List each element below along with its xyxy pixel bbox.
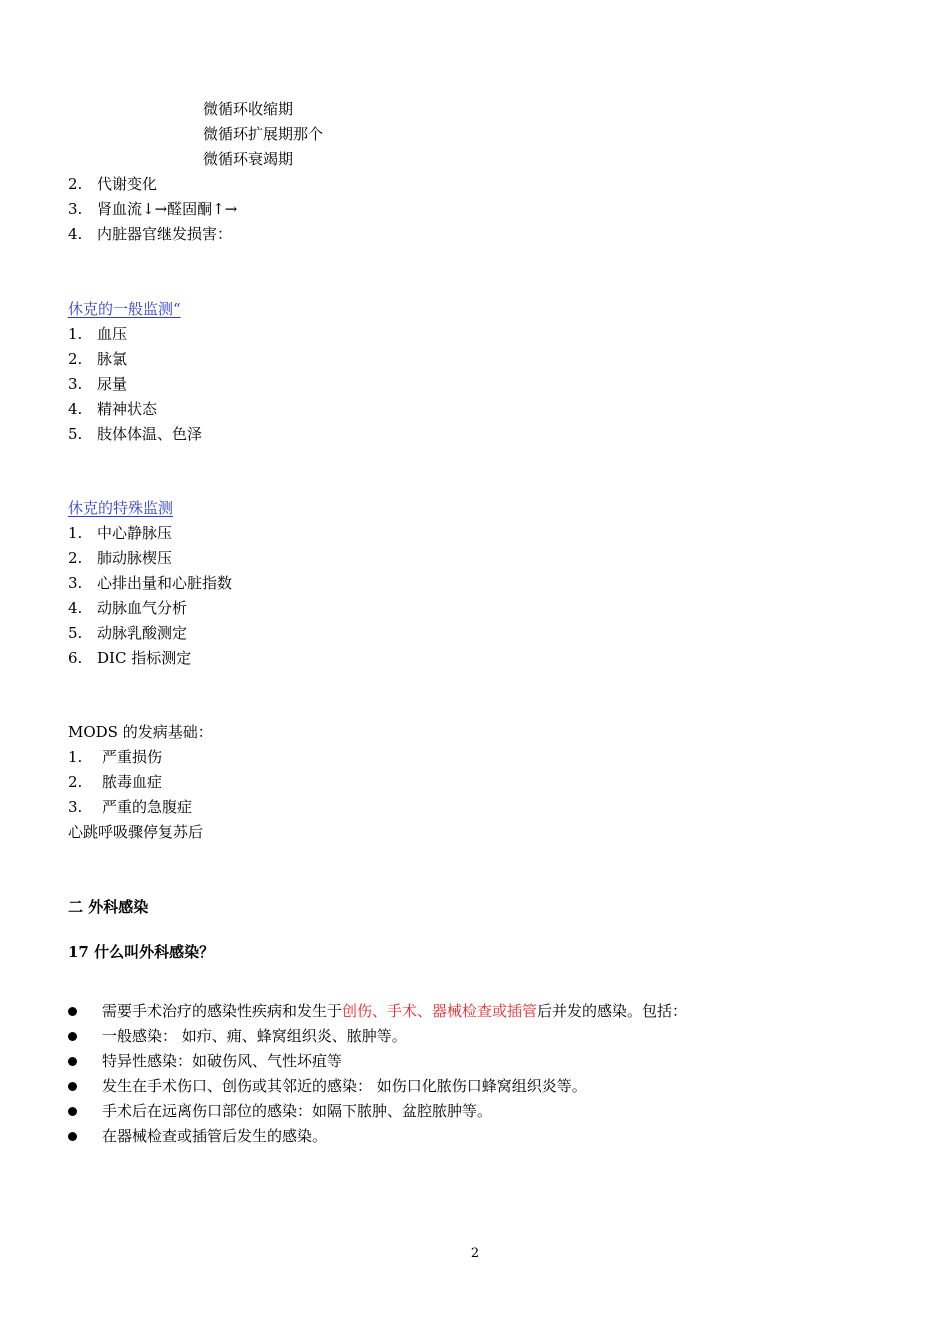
list-number: 3.	[68, 798, 83, 816]
list-text: DIC 指标测定	[97, 649, 192, 667]
special-monitoring-link[interactable]: 休克的特殊监测	[68, 499, 174, 517]
bullet-dot-icon	[68, 1025, 102, 1047]
special-monitoring-heading[interactable]	[68, 497, 173, 519]
list-item	[68, 398, 157, 420]
list-text: 动脉血气分析	[97, 599, 188, 617]
list-text: 内脏器官继发损害：	[97, 225, 233, 243]
list-text: 动脉乳酸测定	[97, 624, 188, 642]
list-number: 3.	[68, 200, 83, 218]
list-item	[68, 522, 172, 544]
bullet-text: 一般感染： 如疖、痈、蜂窝组织炎、脓肿等。	[102, 1027, 407, 1045]
bullet-item	[68, 1125, 327, 1147]
list-number: 4.	[68, 225, 83, 243]
general-monitoring-heading[interactable]	[68, 298, 181, 320]
bullet-item	[68, 1100, 492, 1122]
list-item	[68, 173, 157, 195]
list-item	[68, 323, 127, 345]
micro-stage-3: 微循环衰竭期	[203, 150, 294, 168]
bullet-text-pre: 需要手术治疗的感染性疾病和发生于	[102, 1002, 343, 1020]
bullet-text: 在器械检查或插管后发生的感染。	[102, 1127, 328, 1145]
bullet-dot-icon	[68, 1100, 102, 1122]
list-item	[68, 746, 162, 768]
bullet-item	[68, 1025, 407, 1047]
list-item	[68, 348, 127, 370]
list-text: 代谢变化	[97, 175, 158, 193]
list-number: 1.	[68, 524, 83, 542]
list-item	[68, 622, 187, 644]
list-item	[68, 796, 192, 818]
list-text: 肾血流↓→醛固酮↑→	[97, 200, 238, 218]
page-number: 2	[470, 1246, 480, 1261]
list-number: 3.	[68, 375, 83, 393]
bullet-dot-icon	[68, 1050, 102, 1072]
section-title: 二 外科感染	[68, 898, 149, 916]
bullet-dot-icon	[68, 1125, 102, 1147]
bullet-text: 发生在手术伤口、创伤或其邻近的感染： 如伤口化脓伤口蜂窝组织炎等。	[102, 1077, 587, 1095]
list-number: 1.	[68, 325, 83, 343]
list-item	[68, 647, 191, 669]
mods-heading: MODS 的发病基础：	[68, 723, 213, 741]
list-text: 肺动脉楔压	[97, 549, 173, 567]
list-text: 肢体体温、色泽	[97, 425, 203, 443]
question-heading: 17 什么叫外科感染？	[68, 943, 215, 961]
list-item	[68, 572, 232, 594]
general-monitoring-link[interactable]: 休克的一般监测“	[68, 300, 181, 318]
list-number: 2.	[68, 350, 83, 368]
list-number: 2.	[68, 773, 83, 791]
list-number: 2.	[68, 175, 83, 193]
list-number: 5.	[68, 425, 83, 443]
list-item	[68, 198, 237, 220]
list-number: 6.	[68, 649, 83, 667]
list-text: 精神状态	[97, 400, 158, 418]
list-text: 中心静脉压	[97, 524, 173, 542]
bullet-text-post: 后并发的感染。包括：	[537, 1002, 688, 1020]
list-item	[68, 771, 162, 793]
list-text: 脓毒血症	[102, 773, 163, 791]
list-text: 脉氯	[97, 350, 128, 368]
bullet-dot-icon	[68, 1075, 102, 1097]
list-text: 尿量	[97, 375, 128, 393]
list-item	[68, 423, 202, 445]
bullet-item	[68, 1000, 687, 1022]
bullet-item	[68, 1075, 587, 1097]
bullet-item	[68, 1050, 342, 1072]
list-number: 1.	[68, 748, 83, 766]
list-item	[68, 373, 127, 395]
list-text: 严重损伤	[102, 748, 163, 766]
list-item	[68, 597, 187, 619]
micro-stage-2: 微循环扩展期那个	[203, 125, 324, 143]
list-number: 4.	[68, 400, 83, 418]
list-text: 严重的急腹症	[102, 798, 193, 816]
bullet-text: 手术后在远离伤口部位的感染：如隔下脓肿、盆腔脓肿等。	[102, 1102, 493, 1120]
micro-stage-1: 微循环收缩期	[203, 100, 294, 118]
list-number: 3.	[68, 574, 83, 592]
bullet-dot-icon	[68, 1000, 102, 1022]
list-text: 血压	[97, 325, 128, 343]
list-number: 2.	[68, 549, 83, 567]
bullet-text: 特异性感染：如破伤风、气性坏疽等	[102, 1052, 343, 1070]
list-number: 4.	[68, 599, 83, 617]
list-item	[68, 223, 232, 245]
bullet-text-highlight: 创伤、手术、器械检查或插管	[342, 1002, 538, 1020]
list-number: 5.	[68, 624, 83, 642]
list-text: 心排出量和心脏指数	[97, 574, 233, 592]
mods-extra-line: 心跳呼吸骤停复苏后	[68, 823, 204, 841]
list-item	[68, 547, 172, 569]
